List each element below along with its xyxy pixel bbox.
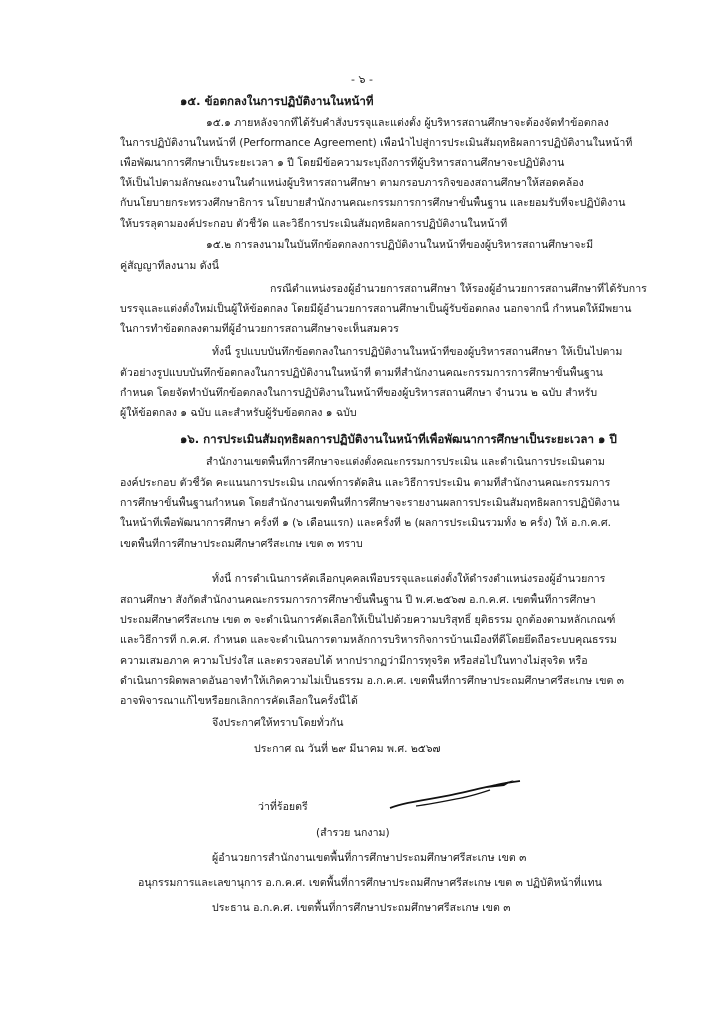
section-15-2-line-1: ๑๕.๒ การลงนามในบันทึกข้อตกลงการปฏิบัติงานในหน้าที่ของผู้บริหารสถานศึกษาจะมี: [206, 239, 594, 251]
section-15-3-line-3: ในการทำข้อตกลงตามที่ผู้อำนวยการสถานศึกษาจะเห็นสมควร: [120, 323, 399, 335]
section-15-1-line-2: ในการปฏิบัติงานในหน้าที่ (Performance Agreement) เพื่อนำไปสู่การประเมินสัมฤทธิผลการปฏิบัติงานในหน้าที่: [120, 137, 633, 149]
section-16-1-line-4: ในหน้าที่เพื่อพัฒนาการศึกษา ครั้งที่ ๑ (๖ เดือนแรก) และครั้งที่ ๒ (ผลการประเมินรวมทั้ง ๒ ครั้ง) ให้ อ.ก.ค.ศ.: [120, 517, 611, 529]
page-number: - ๖ -: [351, 73, 373, 86]
section-15-4-line-4: ผู้ให้ข้อตกลง ๑ ฉบับ และสำหรับผู้รับข้อตกลง ๑ ฉบับ: [120, 407, 357, 419]
section-15-3-line-1: กรณีตำแหน่งรองผู้อำนวยการสถานศึกษา ให้รองผู้อำนวยการสถานศึกษาที่ได้รับการ: [270, 283, 647, 295]
section-15-2-line-2: คู่สัญญาที่ลงนาม ดังนี้: [120, 260, 220, 272]
section-16-1-line-3: การศึกษาขั้นพื้นฐานกำหนด โดยสำนักงานเขตพื้นที่การศึกษาจะรายงานผลการประเมินสัมฤทธิผลการปฏิบัติงาน: [120, 497, 620, 509]
announce-text: จึงประกาศให้ทราบโดยทั่วกัน: [212, 717, 344, 729]
signer-name: (สำรวย นกงาม): [316, 827, 390, 839]
section-16-2-line-6: ดำเนินการผิดพลาดอันอาจทำให้เกิดความไม่เป็นธรรม อ.ก.ค.ศ. เขตพื้นที่การศึกษาประถมศึกษาศรีสะเกษ เขต ๓: [120, 675, 624, 687]
section-15-1-line-5: กับนโยบายกระทรวงศึกษาธิการ นโยบายสำนักงานคณะกรรมการการศึกษาขั้นพื้นฐาน และยอมรับที่จะปฏิบัติงาน: [120, 197, 626, 209]
section-15-3-line-2: บรรจุและแต่งตั้งใหม่เป็นผู้ให้ข้อตกลง โดยมีผู้อำนวยการสถานศึกษาเป็นผู้รับข้อตกลง นอกจากนี้ กำหนดให้มีพยาน: [120, 303, 632, 315]
section-15-1-line-3: เพื่อพัฒนาการศึกษาเป็นระยะเวลา ๑ ปี โดยมีข้อความระบุถึงการที่ผู้บริหารสถานศึกษาจะปฏิบัติงาน: [120, 157, 565, 169]
section-16-1-line-5: เขตพื้นที่การศึกษาประถมศึกษาศรีสะเกษ เขต ๓ ทราบ: [120, 538, 363, 550]
announce-date: ประกาศ ณ วันที่ ๒๙ มีนาคม พ.ศ. ๒๕๖๗: [254, 743, 441, 755]
section-16-2-line-4: และวิธีการที่ ก.ค.ศ. กำหนด และจะดำเนินการตามหลักการบริหารกิจการบ้านเมืองที่ดีโดยยึดถือระบบคุณธรรม: [120, 634, 617, 646]
signer-rank: ว่าที่ร้อยตรี: [258, 801, 308, 813]
section-16-2-line-5: ความเสมอภาค ความโปร่งใส และตรวจสอบได้ หากปรากฏว่ามีการทุจริต หรือส่อไปในทางไม่สุจริต หรือ: [120, 655, 588, 667]
section-15-4-line-3: กำหนด โดยจัดทำบันทึกข้อตกลงในการปฏิบัติงานในหน้าที่ของผู้บริหารสถานศึกษา จำนวน ๒ ฉบับ สำหรับ: [120, 387, 598, 399]
section-15-1-line-4: ให้เป็นไปตามลักษณะงานในตำแหน่งผู้บริหารสถานศึกษา ตามกรอบภารกิจของสถานศึกษาให้สอดคล้อง: [120, 177, 584, 189]
section-15-4-line-2: ตัวอย่างรูปแบบบันทึกข้อตกลงในการปฏิบัติงานในหน้าที่ ตามที่สำนักงานคณะกรรมการการศึกษาขั้นพื้นฐาน: [120, 367, 603, 379]
handwritten-signature: [386, 778, 526, 818]
section-15-1-line-1: ๑๕.๑ ภายหลังจากที่ได้รับคำสั่งบรรจุและแต่งตั้ง ผู้บริหารสถานศึกษาจะต้องจัดทำข้อตกลง: [206, 117, 609, 129]
signer-title-2: อนุกรรมการและเลขานุการ อ.ก.ค.ศ. เขตพื้นที่การศึกษาประถมศึกษาศรีสะเกษ เขต ๓ ปฏิบัติหน้าที่แทน: [138, 877, 602, 889]
section-16-heading: ๑๖. การประเมินสัมฤทธิผลการปฏิบัติงานในหน้าที่เพื่อพัฒนาการศึกษาเป็นระยะเวลา ๑ ปี: [180, 432, 617, 446]
section-15-heading: ๑๕. ข้อตกลงในการปฏิบัติงานในหน้าที่: [180, 94, 374, 108]
section-15-4-line-1: ทั้งนี้ รูปแบบบันทึกข้อตกลงในการปฏิบัติงานในหน้าที่ของผู้บริหารสถานศึกษา ให้เป็นไปตาม: [212, 346, 623, 358]
section-15-1-line-6: ให้บรรลุตามองค์ประกอบ ตัวชี้วัด และวิธีการประเมินสัมฤทธิผลการปฏิบัติงานในหน้าที่: [120, 218, 508, 230]
signer-title-3: ประธาน อ.ก.ค.ศ. เขตพื้นที่การศึกษาประถมศึกษาศรีสะเกษ เขต ๓: [212, 902, 511, 914]
section-16-2-line-7: อาจพิจารณาแก้ไขหรือยกเลิกการคัดเลือกในครั้งนี้ได้: [120, 695, 358, 707]
section-16-2-line-2: สถานศึกษา สังกัดสำนักงานคณะกรรมการการศึกษาขั้นพื้นฐาน ปี พ.ศ.๒๕๖๗ อ.ก.ค.ศ. เขตพื้นที่การศึกษา: [120, 594, 596, 606]
section-16-1-line-2: องค์ประกอบ ตัวชี้วัด คะแนนการประเมิน เกณฑ์การตัดสิน และวิธีการประเมิน ตามที่สำนักงานคณะกรรมการ: [120, 477, 611, 489]
section-16-2-line-1: ทั้งนี้ การดำเนินการคัดเลือกบุคคลเพื่อบรรจุและแต่งตั้งให้ดำรงตำแหน่งรองผู้อำนวยการ: [212, 573, 606, 585]
signer-title-1: ผู้อำนวยการสำนักงานเขตพื้นที่การศึกษาประถมศึกษาศรีสะเกษ เขต ๓: [212, 852, 527, 864]
section-16-1-line-1: สำนักงานเขตพื้นที่การศึกษาจะแต่งตั้งคณะกรรมการประเมิน และดำเนินการประเมินตาม: [206, 456, 605, 468]
section-16-2-line-3: ประถมศึกษาศรีสะเกษ เขต ๓ จะดำเนินการคัดเลือกให้เป็นไปด้วยความบริสุทธิ์ ยุติธรรม ถูกต้องตามหลักเกณฑ์: [120, 614, 616, 626]
